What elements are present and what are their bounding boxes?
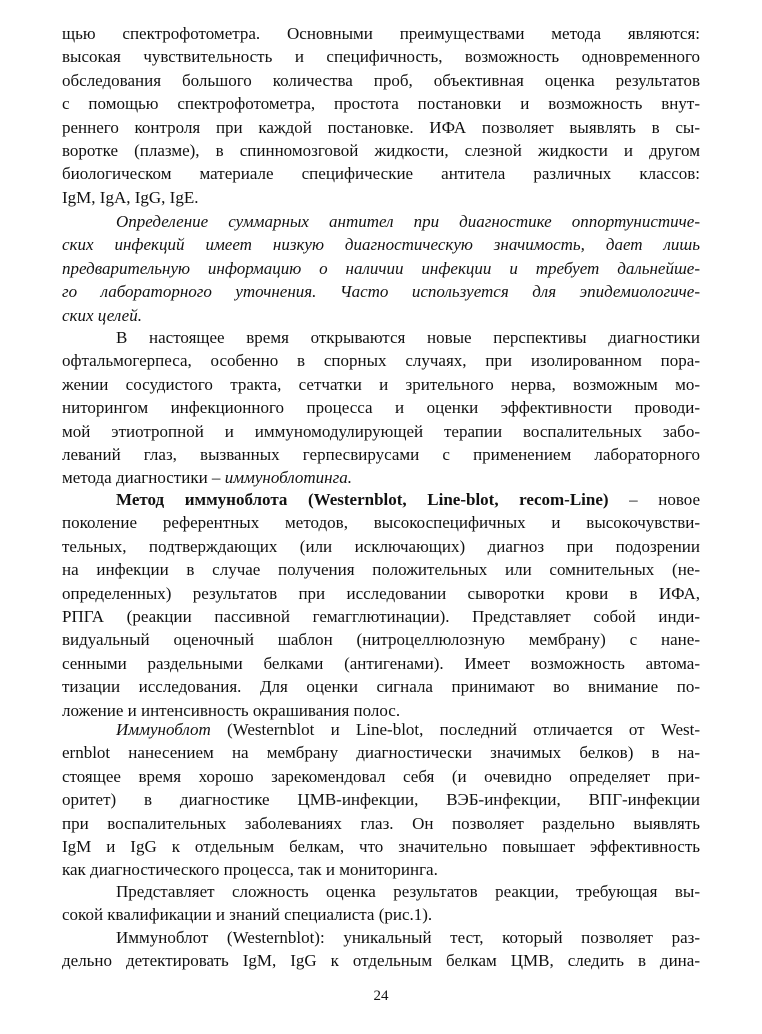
text-line — [62, 466, 700, 489]
text-line: реннего контроля при каждой постановке. ИФА позволяет выявлять в сы- — [62, 117, 700, 137]
text-line: тельных, подтверждающих (или исключающих) диагноз при подозрении — [62, 536, 700, 556]
text-line: ских инфекций имеет низкую диагностическую значимость, дает лишь — [62, 235, 700, 255]
text-line: РПГА (реакции пассивной гемагглютинации). Представляет собой инди- — [62, 607, 700, 627]
text-line: Представляет сложность оценка результатов реакции, требующая вы- — [116, 882, 700, 901]
text-line: ernblot нанесением на мембрану диагностически значимых белков) в на- — [62, 743, 700, 763]
paragraph-immunoblot-usage — [62, 718, 700, 882]
text-line: стоящее время хорошо зарекомендовал себя (и очевидно определяет при- — [62, 766, 700, 786]
text-line: поколение референтных методов, высокоспецифичных и высокочувстви- — [62, 513, 700, 533]
text-line: IgM и IgG к отдельным белкам, что значительно повышает эффективность — [62, 837, 700, 857]
text-run: (Westernblot и Line-blot, последний отличается от West- — [210, 720, 700, 739]
text-line: сенными раздельными белками (антигенами). Имеет возможность автома- — [62, 653, 700, 673]
text-line: IgM, IgA, IgG, IgE. — [62, 187, 199, 207]
paragraph-total-antibodies — [62, 210, 700, 327]
text-line: обследования большого количества проб, объективная оценка результатов — [62, 70, 700, 90]
text-line: сокой квалификации и знаний специалиста (рис.1). — [62, 905, 433, 925]
italic-term: иммуноблотинга. — [224, 468, 352, 488]
text-line: Иммуноблот (Westernblot): уникальный тест, который позволяет раз- — [116, 928, 700, 947]
text-line: ниторингом инфекционного процесса и оценки эффективности проводи- — [62, 398, 700, 418]
text-line: с помощью спектрофотометра, простота постановки и возможность внут- — [62, 94, 700, 114]
text-line: Определение суммарных антител при диагностике оппортунистиче- — [116, 212, 700, 231]
paragraph-immunoblot-method — [62, 488, 700, 722]
text-line: В настоящее время открываются новые перспективы диагностики — [116, 328, 700, 347]
paragraph-unique-test — [62, 926, 700, 973]
text-line: видуальный оценочный шаблон (нитроцеллюлозную мембрану) с нане- — [62, 630, 700, 650]
text-line: ских целей. — [62, 305, 142, 325]
italic-term: Иммуноблот — [116, 720, 211, 739]
text-line: на инфекции в случае получения положительных или сомнительных (не- — [62, 560, 700, 580]
text-line — [62, 488, 700, 511]
text-line: леваний глаз, вызванных герпесвирусами с применением лабораторного — [62, 445, 700, 465]
paragraph-new-perspectives — [62, 326, 700, 490]
page-number: 24 — [373, 988, 389, 1004]
paragraph-elisa-advantages — [62, 22, 700, 209]
text-line: ложение и интенсивность окрашивания полос. — [62, 700, 401, 720]
bold-heading-term: Метод иммуноблота (Westernblot, Line-blot, recom-Line) — [116, 490, 609, 509]
text-line: тизации исследования. Для оценки сигнала принимают во внимание по- — [62, 677, 700, 697]
text-line: предварительную информацию о наличии инфекции и требует дальнейше- — [62, 258, 700, 278]
document-page — [62, 8, 700, 1028]
text-line: мой этиотропной и иммуномодулирующей терапии воспалительных забо- — [62, 421, 700, 441]
text-line: офтальмогерпеса, особенно в спорных случаях, при изолированном пора- — [62, 351, 700, 371]
text-line: высокая чувствительность и специфичность, возможность одновременного — [62, 47, 700, 67]
text-line: жении сосудистого тракта, сетчатки и зрительного нерва, возможным мо- — [62, 374, 700, 394]
text-line: биологическом материале специфические антитела различных классов: — [62, 164, 700, 184]
text-line: дельно детектировать IgM, IgG к отдельным белкам ЦМВ, следить в дина- — [62, 951, 700, 971]
text-line: го лабораторного уточнения. Часто используется для эпидемиологиче- — [62, 282, 700, 302]
paragraph-evaluation-complexity — [62, 880, 700, 927]
text-line: воротке (плазме), в спинномозговой жидкости, слезной жидкости и другом — [62, 141, 700, 161]
text-line: щью спектрофотометра. Основными преимуществами метода являются: — [62, 24, 700, 43]
text-line: оритет) в диагностике ЦМВ-инфекции, ВЭБ-инфекции, ВПГ-инфекции — [62, 790, 700, 810]
text-run: – новое — [608, 490, 700, 509]
text-run: метода диагностики – — [62, 468, 225, 488]
text-line: как диагностического процесса, так и мониторинга. — [62, 860, 438, 880]
text-line — [62, 718, 700, 741]
text-line: при воспалительных заболеваниях глаз. Он позволяет раздельно выявлять — [62, 813, 700, 833]
text-line: определенных) результатов при исследовании сыворотки крови в ИФА, — [62, 583, 700, 603]
